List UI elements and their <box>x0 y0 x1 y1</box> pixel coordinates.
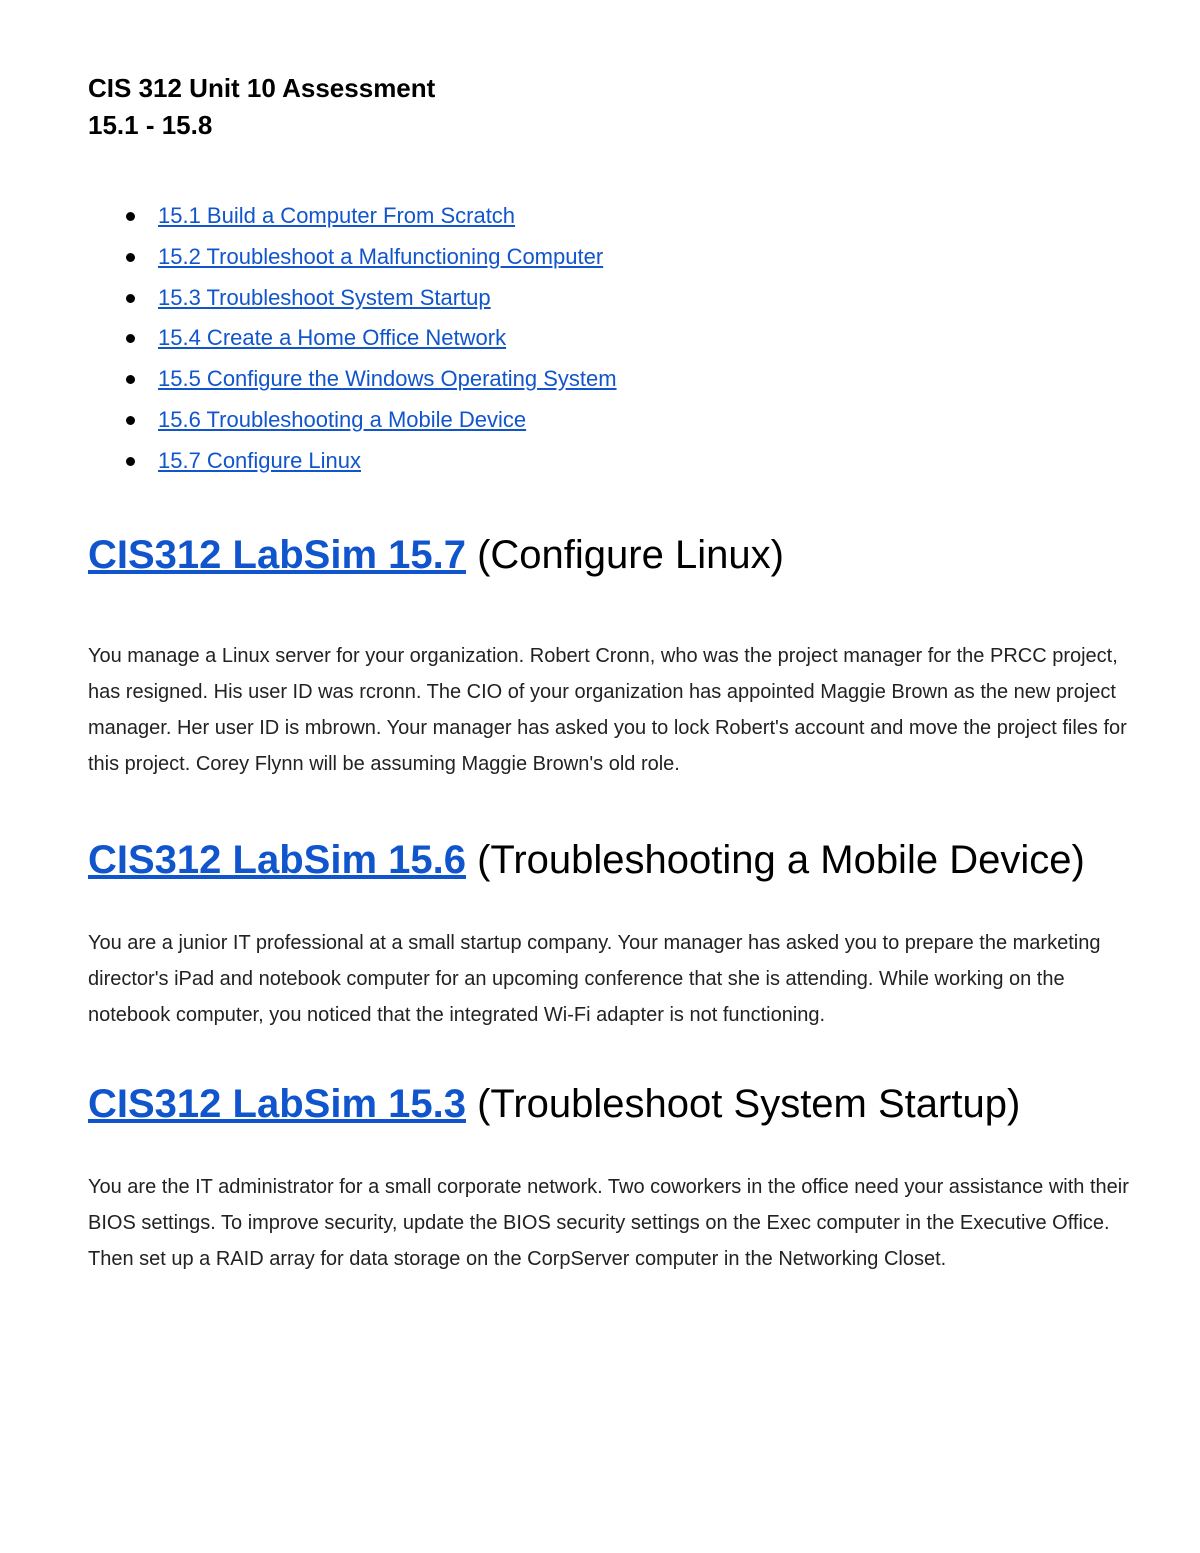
toc-item <box>88 318 617 359</box>
toc-link-15-7[interactable]: 15.7 Configure Linux <box>158 447 362 473</box>
section-body: You are a junior IT professional at a small startup company. Your manager has asked you to prepare the marketing director's iPad and notebook computer for an upcoming conference that she is attending. While working on the notebook computer, you noticed that the integrated Wi-Fi adapter is not functioning. <box>88 932 1101 1026</box>
bullet-icon <box>126 334 135 343</box>
toc-item <box>88 278 617 319</box>
section-labsim-15-3 <box>88 1079 1133 1277</box>
section-heading-subtitle: (Troubleshooting a Mobile Device) <box>465 838 1085 882</box>
bullet-icon <box>126 416 135 425</box>
table-of-contents <box>88 196 617 482</box>
section-body: You manage a Linux server for your organization. Robert Cronn, who was the project manager for the PRCC project, has resigned. His user ID was rcronn. The CIO of your organization has appointed Maggie Brown as the new project manager. Her user ID is mbrown. Your manager has asked you to lock Robert's account and move the project files for this project. Corey Flynn will be assuming Maggie Brown's old role. <box>88 645 1127 775</box>
document-title <box>88 70 435 144</box>
toc-item <box>88 441 617 482</box>
bullet-icon <box>126 294 135 303</box>
toc-item <box>88 359 617 400</box>
section-labsim-15-6 <box>88 835 1133 1033</box>
title-line-2: 15.1 - 15.8 <box>88 110 213 140</box>
title-line-1: CIS 312 Unit 10 Assessment <box>88 73 436 103</box>
section-heading <box>88 530 1133 580</box>
toc-link-15-1[interactable]: 15.1 Build a Computer From Scratch <box>158 203 516 228</box>
section-heading <box>88 835 1133 885</box>
toc-link-15-5[interactable]: 15.5 Configure the Windows Operating System <box>158 366 617 392</box>
toc-item <box>88 400 617 441</box>
toc-item <box>88 237 617 278</box>
toc-link-15-2[interactable]: 15.2 Troubleshoot a Malfunctioning Computer <box>158 243 604 269</box>
section-heading <box>88 1079 1133 1129</box>
section-heading-link[interactable]: CIS312 LabSim 15.6 <box>88 838 466 882</box>
toc-link-15-6[interactable]: 15.6 Troubleshooting a Mobile Device <box>158 406 527 432</box>
bullet-icon <box>126 457 135 466</box>
section-labsim-15-7 <box>88 530 1133 782</box>
section-heading-subtitle: (Configure Linux) <box>465 533 784 577</box>
section-heading-link[interactable]: CIS312 LabSim 15.7 <box>88 533 466 577</box>
toc-link-15-4[interactable]: 15.4 Create a Home Office Network <box>158 325 507 351</box>
section-heading-link[interactable]: CIS312 LabSim 15.3 <box>88 1082 466 1126</box>
toc-item <box>88 196 617 237</box>
section-heading-subtitle: (Troubleshoot System Startup) <box>465 1082 1021 1126</box>
section-body: You are the IT administrator for a small corporate network. Two coworkers in the office need your assistance with their BIOS settings. To improve security, update the BIOS security settings on the Exec computer in the Executive Office. Then set up a RAID array for data storage on the CorpServer computer in the Networking Closet. <box>88 1176 1129 1270</box>
toc-link-15-3[interactable]: 15.3 Troubleshoot System Startup <box>158 284 491 310</box>
bullet-icon <box>126 375 135 384</box>
bullet-icon <box>126 212 135 221</box>
bullet-icon <box>126 253 135 262</box>
